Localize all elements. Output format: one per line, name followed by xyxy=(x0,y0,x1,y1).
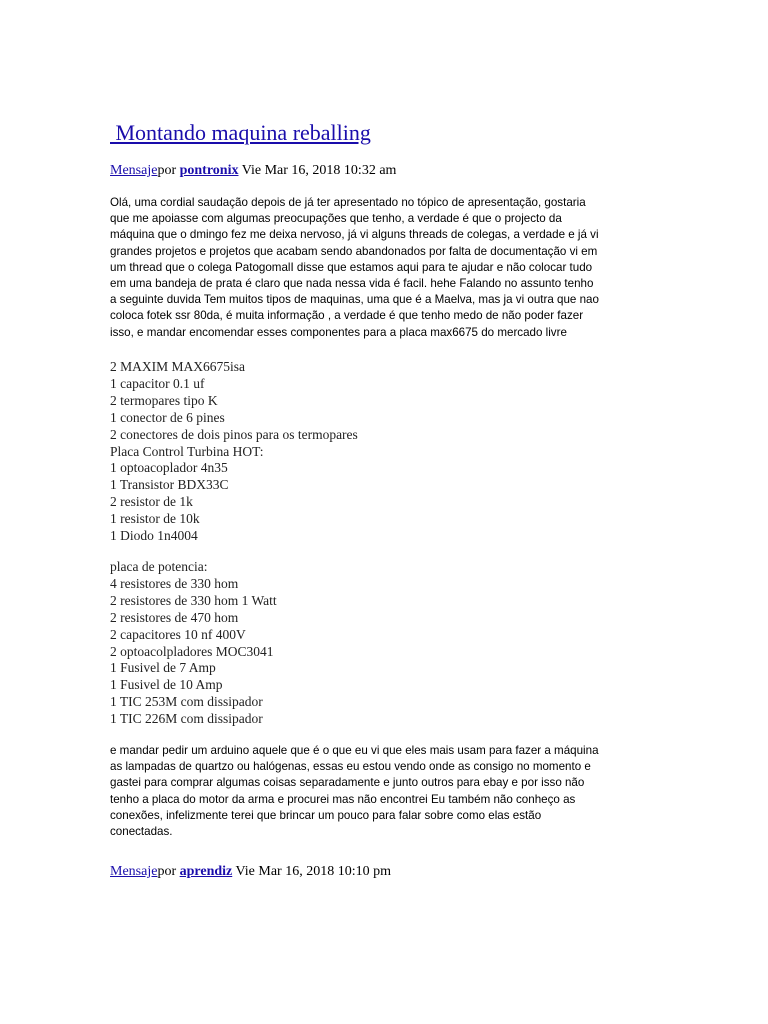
intro-line: que me apoiasse com algumas preocupações que tenho, a verdade é que o projecto da xyxy=(110,212,562,226)
reply-meta xyxy=(110,863,391,881)
component-list-control xyxy=(110,359,358,545)
list-item: 4 resistores de 330 hom xyxy=(110,575,239,591)
component-list-power xyxy=(110,559,277,728)
por-label: por xyxy=(157,864,180,879)
closing-line: gastei para comprar algumas coisas separadamente e junto outros para ebay e por isso não xyxy=(110,776,585,790)
closing-line: conectadas. xyxy=(110,825,173,839)
list-item: 1 Transistor BDX33C xyxy=(110,477,229,493)
list-item: 1 TIC 253M com dissipador xyxy=(110,694,263,710)
intro-line: Olá, uma cordial saudação depois de já ter apresentado no tópico de apresentação, gostaria xyxy=(110,196,586,209)
list-item: 2 capacitores 10 nf 400V xyxy=(110,626,246,642)
list-item: 2 resistor de 1k xyxy=(110,494,193,510)
author-link[interactable]: aprendiz xyxy=(179,864,233,879)
list-item: 1 conector de 6 pines xyxy=(110,409,225,425)
post-closing-paragraph xyxy=(110,743,650,840)
post-meta xyxy=(110,162,396,180)
list-item: 1 TIC 226M com dissipador xyxy=(110,711,263,727)
list-item: 1 capacitor 0.1 uf xyxy=(110,375,205,391)
intro-line: em uma bandeja de prata é claro que nada nessa vida é facil. hehe Falando no assunto tenho xyxy=(110,277,594,291)
intro-line: máquina que o dmingo fez me deixa nervoso, já vi alguns threads de colegas, a verdade e já vi xyxy=(110,228,599,242)
post-title[interactable]: Montando maquina reballing xyxy=(110,120,371,145)
intro-line: coloca fotek ssr 80da, é muita informação , a verdade é que tenho medo de não poder fazer xyxy=(110,309,584,323)
list-item: 2 conectores de dois pinos para os termopares xyxy=(110,426,358,442)
list-item: placa de potencia: xyxy=(110,559,208,574)
author-link[interactable]: pontronix xyxy=(179,163,239,178)
closing-line: conexões, infelizmente terei que brincar um pouco para falar sobre como elas estão xyxy=(110,808,542,822)
reply-date: Vie Mar 16, 2018 10:10 pm xyxy=(232,864,391,879)
list-item: 1 Fusivel de 10 Amp xyxy=(110,677,223,693)
list-item: 2 resistores de 470 hom xyxy=(110,609,239,625)
list-item: 1 optoacoplador 4n35 xyxy=(110,460,228,476)
list-item: 2 MAXIM MAX6675isa xyxy=(110,359,245,374)
closing-line: tenho a placa do motor da arma e procurei mas não encontrei Eu também não conheço as xyxy=(110,792,576,806)
list-item: 2 termopares tipo K xyxy=(110,392,218,408)
post-date: Vie Mar 16, 2018 10:32 am xyxy=(238,163,397,178)
post-intro-paragraph xyxy=(110,195,650,341)
list-item: 2 optoacolpladores MOC3041 xyxy=(110,643,274,659)
por-label: por xyxy=(157,163,180,178)
intro-line: isso, e mandar encomendar esses componentes para a placa max6675 do mercado livre xyxy=(110,325,567,339)
list-item: 1 Diodo 1n4004 xyxy=(110,528,198,544)
closing-line: as lampadas de quartzo ou halógenas, essas eu estou vendo onde as consigo no momento e xyxy=(110,760,591,774)
intro-line: a seguinte duvida Tem muitos tipos de maquinas, uma que é a Maelva, mas ja vi outra que nao xyxy=(110,293,599,307)
list-item: Placa Control Turbina HOT: xyxy=(110,443,264,459)
list-item: 2 resistores de 330 hom 1 Watt xyxy=(110,592,277,608)
message-link[interactable]: Mensaje xyxy=(110,163,158,178)
intro-line: grandes projetos e projetos que acabam sendo abandonados por falta de documentação vi em xyxy=(110,244,598,258)
list-item: 1 resistor de 10k xyxy=(110,511,200,527)
message-link[interactable]: Mensaje xyxy=(110,864,158,879)
intro-line: um thread que o colega PatogomalI disse que estamos aqui para te ajudar e não colocar tudo xyxy=(110,260,593,274)
closing-line: e mandar pedir um arduino aquele que é o que eu vi que eles mais usam para fazer a máquina xyxy=(110,744,599,757)
list-item: 1 Fusivel de 7 Amp xyxy=(110,660,216,676)
